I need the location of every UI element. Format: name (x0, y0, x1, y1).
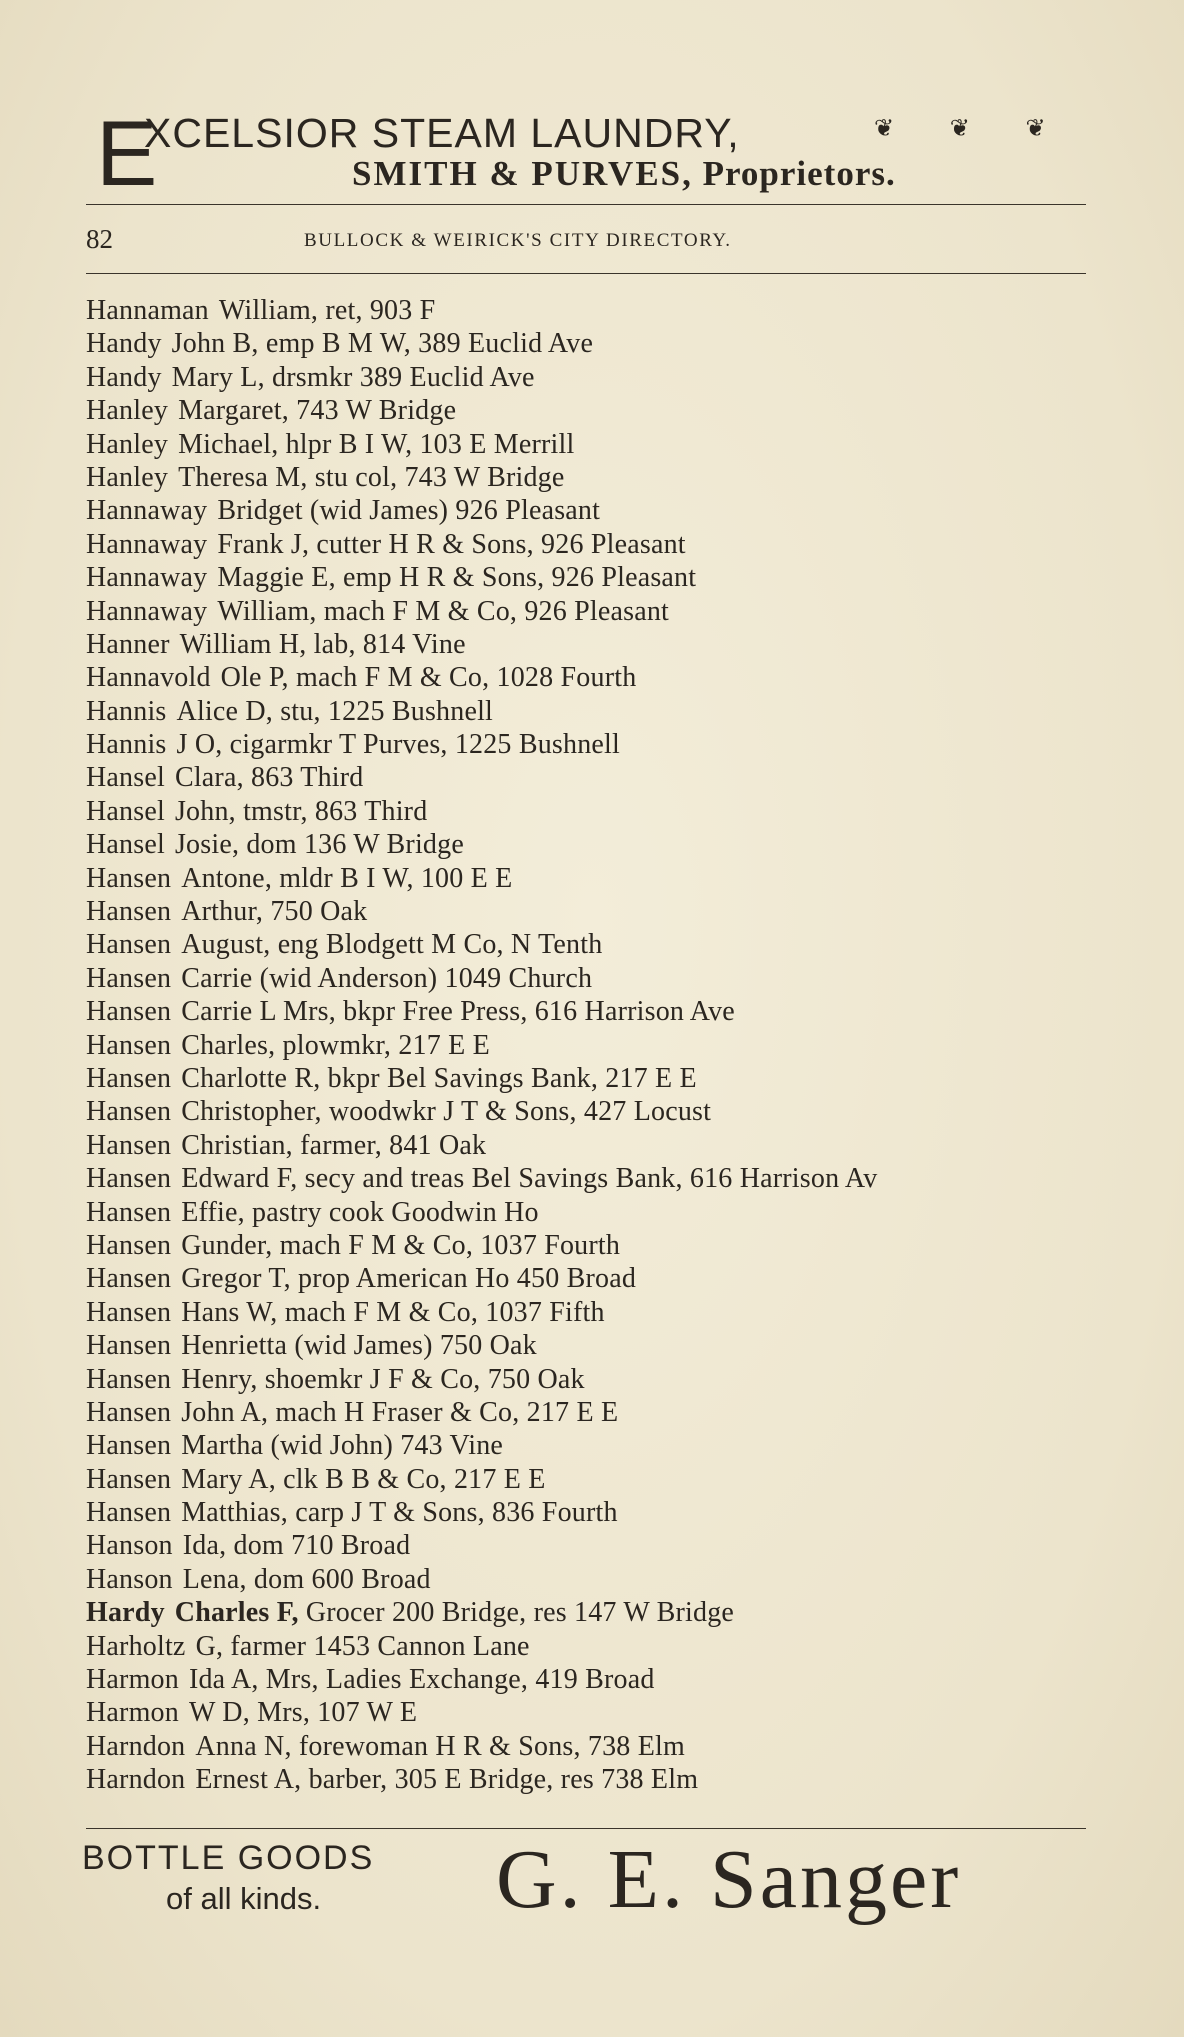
directory-entry (86, 1663, 1146, 1696)
directory-entry (86, 661, 1146, 694)
entry-details: (wid James) 750 Oak (294, 1330, 537, 1362)
entry-given-name: Christopher, (181, 1096, 322, 1128)
entry-given-name: William, (217, 595, 317, 627)
entry-details: woodwkr J T & Sons, 427 Locust (328, 1096, 712, 1128)
entry-details: 750 Oak (270, 896, 368, 928)
entry-given-name: Ole P, (220, 662, 289, 694)
directory-entry (86, 1630, 1146, 1663)
entry-surname: Harmon (86, 1697, 179, 1729)
directory-entry (86, 461, 1146, 494)
entry-given-name: Hans W, (181, 1296, 278, 1328)
directory-entry (86, 1229, 1146, 1262)
entry-given-name: Alice D, (176, 695, 273, 727)
entry-details: mach F M & Co, 926 Pleasant (323, 595, 670, 627)
entry-given-name: Antone, (181, 862, 273, 894)
entry-given-name: Ernest A, (195, 1764, 302, 1796)
entry-given-name: Carrie (181, 962, 253, 994)
entry-given-name: Bridget (217, 495, 303, 527)
entry-details: dom 136 W Bridge (246, 829, 464, 861)
directory-entry (86, 394, 1146, 427)
entry-surname: Hansen (86, 1163, 172, 1195)
entry-given-name: Charlotte R, (181, 1062, 321, 1094)
entry-surname: Harmon (86, 1664, 179, 1696)
directory-entry (86, 1496, 1146, 1529)
entry-details: eng Blodgett M Co, N Tenth (277, 929, 603, 961)
proprietors-label: Proprietors. (702, 154, 896, 193)
entry-details: (wid Anderson) 1049 Church (259, 962, 593, 994)
entry-surname: Hannaway (86, 562, 208, 594)
directory-entry (86, 695, 1146, 728)
entry-given-name: John A, (181, 1396, 269, 1428)
header-divider (86, 273, 1086, 274)
entry-surname: Hansen (86, 1396, 172, 1428)
ornament-icon: ❦ ❦ ❦ (874, 114, 1070, 142)
entry-given-name: Matthias, (181, 1497, 288, 1529)
entry-given-name: Frank J, (217, 528, 310, 560)
entry-given-name: Margaret, (178, 395, 289, 427)
entry-details: (wid James) 926 Pleasant (309, 495, 601, 527)
ad-proprietors (352, 154, 896, 194)
entry-details: (wid John) 743 Vine (270, 1430, 504, 1462)
directory-entry (86, 928, 1146, 961)
directory-entry (86, 1396, 1146, 1429)
entry-surname: Hansen (86, 1263, 172, 1295)
entry-details: cutter H R & Sons, 926 Pleasant (316, 528, 686, 560)
directory-entry (86, 862, 1146, 895)
directory-entry (86, 494, 1146, 527)
entry-surname: Hansen (86, 862, 172, 894)
directory-entry (86, 1730, 1146, 1763)
entry-surname: Hardy (86, 1597, 165, 1629)
entry-given-name: Michael, (178, 428, 279, 460)
entry-surname: Hansen (86, 996, 172, 1028)
entry-surname: Hanley (86, 395, 169, 427)
directory-entry (86, 1529, 1146, 1562)
entry-given-name: Christian, (181, 1129, 293, 1161)
entry-given-name: John B, (171, 328, 259, 360)
entry-details: mach F M & Co, 1028 Fourth (295, 662, 637, 694)
entry-surname: Hannavold (86, 662, 211, 694)
entry-details: forewoman H R & Sons, 738 Elm (298, 1730, 685, 1762)
entry-details: 863 Third (251, 762, 364, 794)
directory-entry (86, 828, 1146, 861)
entry-details: mach H Fraser & Co, 217 E E (275, 1396, 619, 1428)
entry-details: mach F M & Co, 1037 Fourth (279, 1229, 621, 1261)
entry-details: mldr B I W, 100 E E (279, 862, 513, 894)
entry-given-name: J O, (176, 729, 223, 761)
entry-given-name: Charles F, (174, 1597, 299, 1629)
entry-details: Mrs, 107 W E (257, 1697, 418, 1729)
entry-given-name: Theresa M, (178, 461, 308, 493)
directory-entry (86, 962, 1146, 995)
entry-surname: Hannaway (86, 495, 208, 527)
directory-entry (86, 628, 1146, 661)
entry-surname: Hansen (86, 1029, 172, 1061)
entry-details: ret, 903 F (325, 295, 436, 326)
entry-given-name: G, (195, 1630, 224, 1662)
directory-entry (86, 895, 1146, 928)
entry-surname: Harndon (86, 1764, 186, 1796)
directory-entry (86, 1763, 1146, 1796)
entry-surname: Hannaway (86, 595, 208, 627)
entry-surname: Hannaway (86, 528, 208, 560)
directory-entry (86, 595, 1146, 628)
entry-given-name: Edward F, (181, 1163, 298, 1195)
entry-given-name: Henrietta (181, 1330, 288, 1362)
entry-surname: Hansel (86, 829, 165, 861)
entry-surname: Handy (86, 328, 162, 360)
entry-surname: Hanley (86, 428, 169, 460)
directory-entry (86, 795, 1146, 828)
directory-entry (86, 428, 1146, 461)
entry-details: drsmkr 389 Euclid Ave (272, 361, 535, 393)
entry-surname: Hansen (86, 1463, 172, 1495)
entry-given-name: Gregor T, (181, 1263, 291, 1295)
entry-surname: Hansen (86, 1129, 172, 1161)
entry-surname: Hansen (86, 1296, 172, 1328)
running-header (86, 222, 1086, 258)
entry-surname: Hanner (86, 628, 170, 660)
entry-surname: Hansen (86, 1229, 172, 1261)
directory-entries (86, 294, 1146, 1797)
entry-details: farmer, 841 Oak (300, 1129, 487, 1161)
entry-given-name: August, (181, 929, 271, 961)
directory-entry (86, 361, 1146, 394)
directory-entry (86, 1563, 1146, 1596)
entry-given-name: Mary A, (181, 1463, 276, 1495)
entry-surname: Hannaman (86, 295, 209, 326)
entry-details: Mrs, Ladies Exchange, 419 Broad (265, 1664, 655, 1696)
entry-given-name: Josie, (174, 829, 240, 861)
entry-details: 743 W Bridge (296, 395, 457, 427)
directory-entry (86, 1196, 1146, 1229)
entry-given-name: Charles, (181, 1029, 276, 1061)
entry-details: cigarmkr T Purves, 1225 Bushnell (229, 729, 620, 761)
entry-surname: Hansen (86, 962, 172, 994)
entry-surname: Hansen (86, 1196, 172, 1228)
entry-details: shoemkr J F & Co, 750 Oak (264, 1363, 585, 1395)
entry-surname: Hansen (86, 1430, 172, 1462)
entry-given-name: William H, (179, 628, 307, 660)
entry-details: barber, 305 E Bridge, res 738 Elm (308, 1764, 699, 1796)
directory-entry (86, 1596, 1146, 1629)
entry-surname: Hansen (86, 1062, 172, 1094)
entry-given-name: Gunder, (181, 1229, 273, 1261)
directory-entry (86, 294, 1146, 327)
bottom-divider (86, 1828, 1086, 1829)
entry-given-name: John, (174, 795, 236, 827)
entry-given-name: Carrie L (181, 996, 276, 1028)
directory-entry (86, 1129, 1146, 1162)
directory-title: BULLOCK & WEIRICK'S CITY DIRECTORY. (304, 230, 732, 251)
entry-given-name: Martha (181, 1430, 264, 1462)
directory-entry (86, 1162, 1146, 1195)
entry-surname: Hannis (86, 695, 167, 727)
ad-merchant-name: G. E. Sanger (496, 1833, 962, 1926)
ad-of-all-kinds: of all kinds. (166, 1881, 322, 1916)
entry-details: emp B M W, 389 Euclid Ave (265, 328, 594, 360)
directory-entry (86, 995, 1146, 1028)
entry-given-name: Effie, (181, 1196, 245, 1228)
entry-given-name: Henry, (181, 1363, 258, 1395)
entry-given-name: Mary L, (171, 361, 265, 393)
entry-details: Grocer 200 Bridge, res 147 W Bridge (305, 1597, 735, 1629)
entry-details: hlpr B I W, 103 E Merrill (285, 428, 575, 460)
entry-details: lab, 814 Vine (313, 628, 466, 660)
entry-details: dom 710 Broad (233, 1530, 411, 1562)
entry-given-name: Lena, (182, 1563, 247, 1595)
laundry-advertisement (96, 103, 1096, 205)
entry-surname: Hansen (86, 896, 172, 928)
entry-given-name: Ida A, (188, 1664, 259, 1696)
entry-surname: Harholtz (86, 1630, 186, 1662)
entry-details: bkpr Bel Savings Bank, 217 E E (327, 1062, 697, 1094)
ad-bottle-goods: BOTTLE GOODS (82, 1839, 375, 1877)
directory-entry (86, 1262, 1146, 1295)
entry-details: emp H R & Sons, 926 Pleasant (342, 562, 697, 594)
page-number: 82 (86, 224, 113, 254)
directory-entry (86, 1696, 1146, 1729)
entry-surname: Hansen (86, 1363, 172, 1395)
directory-entry (86, 1095, 1146, 1128)
directory-entry (86, 1062, 1146, 1095)
directory-entry (86, 1029, 1146, 1062)
ad-title: XCELSIOR STEAM LAUNDRY, (144, 110, 740, 156)
directory-entry (86, 1463, 1146, 1496)
entry-surname: Hanson (86, 1563, 173, 1595)
directory-entry (86, 1363, 1146, 1396)
entry-details: dom 600 Broad (253, 1563, 431, 1595)
entry-surname: Hansel (86, 795, 165, 827)
entry-surname: Harndon (86, 1730, 186, 1762)
entry-details: pastry cook Goodwin Ho (252, 1196, 539, 1228)
entry-surname: Handy (86, 361, 162, 393)
entry-surname: Hanson (86, 1530, 173, 1562)
entry-given-name: William, (218, 295, 319, 326)
directory-entry (86, 1329, 1146, 1362)
entry-given-name: Arthur, (181, 896, 264, 928)
entry-given-name: Anna N, (195, 1730, 292, 1762)
entry-surname: Hansen (86, 1330, 172, 1362)
entry-surname: Hansen (86, 929, 172, 961)
sanger-advertisement (82, 1833, 1092, 1958)
entry-details: tmstr, 863 Third (243, 795, 428, 827)
entry-details: stu col, 743 W Bridge (314, 461, 565, 493)
entry-details: prop American Ho 450 Broad (298, 1263, 637, 1295)
ad-initial-letter: E (96, 103, 158, 205)
entry-surname: Hansen (86, 1096, 172, 1128)
entry-surname: Hanley (86, 461, 169, 493)
entry-details: carp J T & Sons, 836 Fourth (295, 1497, 618, 1529)
entry-surname: Hannis (86, 729, 167, 761)
directory-entry (86, 327, 1146, 360)
entry-given-name: Ida, (182, 1530, 227, 1562)
entry-given-name: Clara, (174, 762, 244, 794)
entry-details: secy and treas Bel Savings Bank, 616 Harrison Av (304, 1163, 878, 1195)
directory-entry (86, 1429, 1146, 1462)
proprietors-names: SMITH & PURVES, (352, 154, 693, 193)
entry-given-name: W D, (188, 1697, 250, 1729)
entry-details: farmer 1453 Cannon Lane (230, 1630, 530, 1662)
entry-surname: Hansel (86, 762, 165, 794)
directory-entry (86, 528, 1146, 561)
entry-details: Mrs, bkpr Free Press, 616 Harrison Ave (283, 996, 735, 1028)
entry-details: plowmkr, 217 E E (282, 1029, 490, 1061)
top-divider (86, 204, 1086, 205)
entry-details: mach F M & Co, 1037 Fifth (284, 1296, 605, 1328)
entry-surname: Hansen (86, 1497, 172, 1529)
entry-given-name: Maggie E, (217, 562, 336, 594)
entry-details: clk B B & Co, 217 E E (283, 1463, 546, 1495)
directory-entry (86, 561, 1146, 594)
directory-entry (86, 1296, 1146, 1329)
entry-details: stu, 1225 Bushnell (280, 695, 494, 727)
directory-entry (86, 728, 1146, 761)
directory-entry (86, 761, 1146, 794)
